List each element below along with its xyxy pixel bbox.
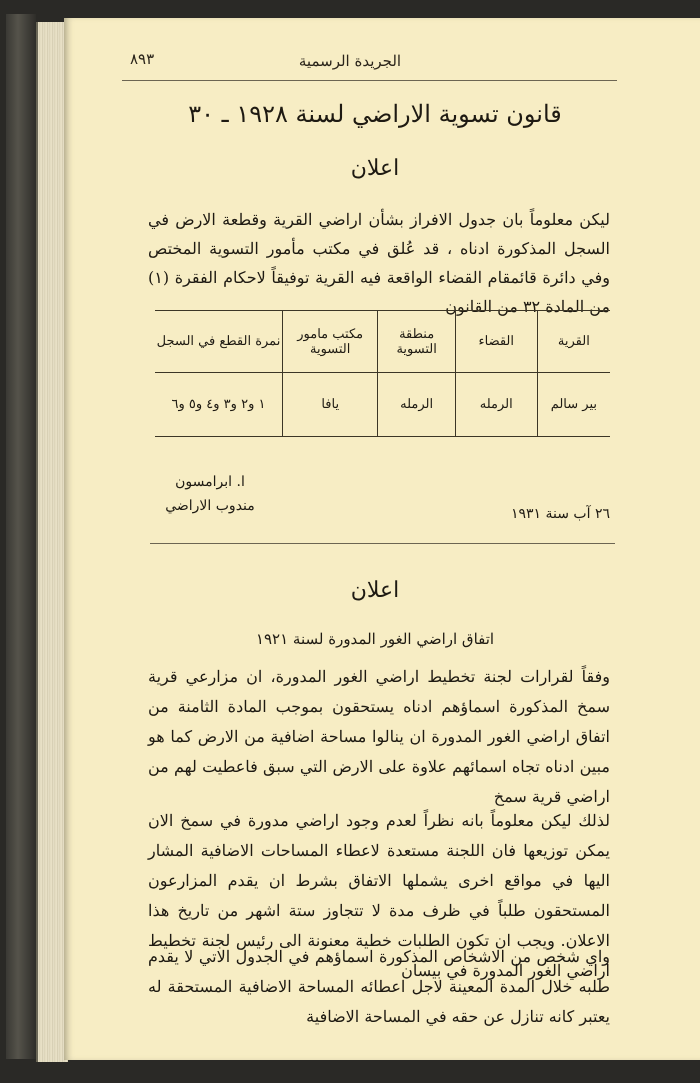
signatory-name: ا. ابرامسون — [175, 474, 245, 490]
notice2-paragraph-2: لذلك ليكن معلوماً بانه نظراً لعدم وجود اراضي مدورة في سمخ الان يمكن توزيعها فان اللجنة مستعدة لاعطاء المساحات الاضافية المشار اليها في مواقع اخرى يشملها الاتفاق بشرط ان يقدم المزارعون المستحقون طلباً في ظرف مدة لا تتجاوز ستة اشهر من تاريخ هذا الاعلان. ويجب ان تكون الطلبات خطية معنونة الى رئيس لجنة تخطيط اراضي الغور المدورة في بيسان — [148, 811, 610, 980]
table-header-row — [155, 311, 610, 373]
signatory-title: مندوب الاراضي — [165, 498, 255, 514]
cell-parcel-numbers: ١ و٢ و٣ و٤ و٥ و٦ — [171, 397, 266, 412]
notice2-subtitle: اتفاق اراضي الغور المدورة لسنة ١٩٢١ — [255, 630, 495, 648]
cell-settlement-office: يافا — [282, 373, 378, 437]
cell-settlement-area: الرمله — [378, 373, 455, 437]
journal-title: الجريدة الرسمية — [298, 52, 402, 70]
col-settlement-office: مكتب مامور التسوية — [282, 311, 378, 373]
col-parcel-numbers: نمرة القطع في السجل — [156, 334, 281, 349]
cell-district: الرمله — [455, 373, 537, 437]
notice2-paragraph-1: وفقاً لقرارات لجنة تخطيط اراضي الغور المدورة، ان مزارعي قرية سمخ المذكورة اسماؤهم ادناه يستحقون بموجب المادة الثامنة من اتفاق اراضي الغور المدورة ان ينالوا مساحة اضافية من الارض كما هو مبين ادناه تجاه اسمائهم علاوة على الارض التي سبق فاعطيت لهم من اراضي قرية سمخ — [148, 667, 610, 806]
notice2-paragraph-3: واي شخص من الاشخاص المذكورة اسماؤهم في الجدول الاتي لا يقدم طلبه خلال المدة المعينة لاجل اعطائه المساحة الاضافية المستحقة له يعتبر كانه تنازل عن حقه في المساحة الاضافية — [148, 947, 611, 1026]
cell-village: بير سالم — [537, 373, 610, 437]
notice2-heading: اعلان — [350, 578, 400, 603]
notice1-date: ٢٦ آب سنة ١٩٣١ — [510, 506, 610, 522]
page-number: ٨٩٣ — [130, 50, 155, 68]
book-spine-shadow — [6, 14, 36, 1059]
notice1-paragraph: ليكن معلوماً بان جدول الافراز بشأن اراضي القرية وقطعة الارض في السجل المذكورة ادناه ، قد عُلق في مكتب مأمور التسوية المختص وفي دائرة قائمقام القضاء الواقعة فيه القرية توفيقاً لاحكام الفقرة (١) من المادة ٣٢ من القانون — [148, 210, 610, 316]
col-village: القرية — [537, 311, 610, 373]
header-rule — [122, 80, 617, 81]
col-district: القضاء — [455, 311, 537, 373]
notice1-heading: اعلان — [350, 156, 400, 181]
law-title: قانون تسوية الاراضي لسنة ١٩٢٨ ـ ٣٠ — [188, 100, 562, 128]
table-row — [155, 373, 610, 437]
land-table — [155, 310, 610, 437]
col-settlement-area: منطقة التسوية — [378, 311, 455, 373]
section-divider — [150, 543, 615, 544]
